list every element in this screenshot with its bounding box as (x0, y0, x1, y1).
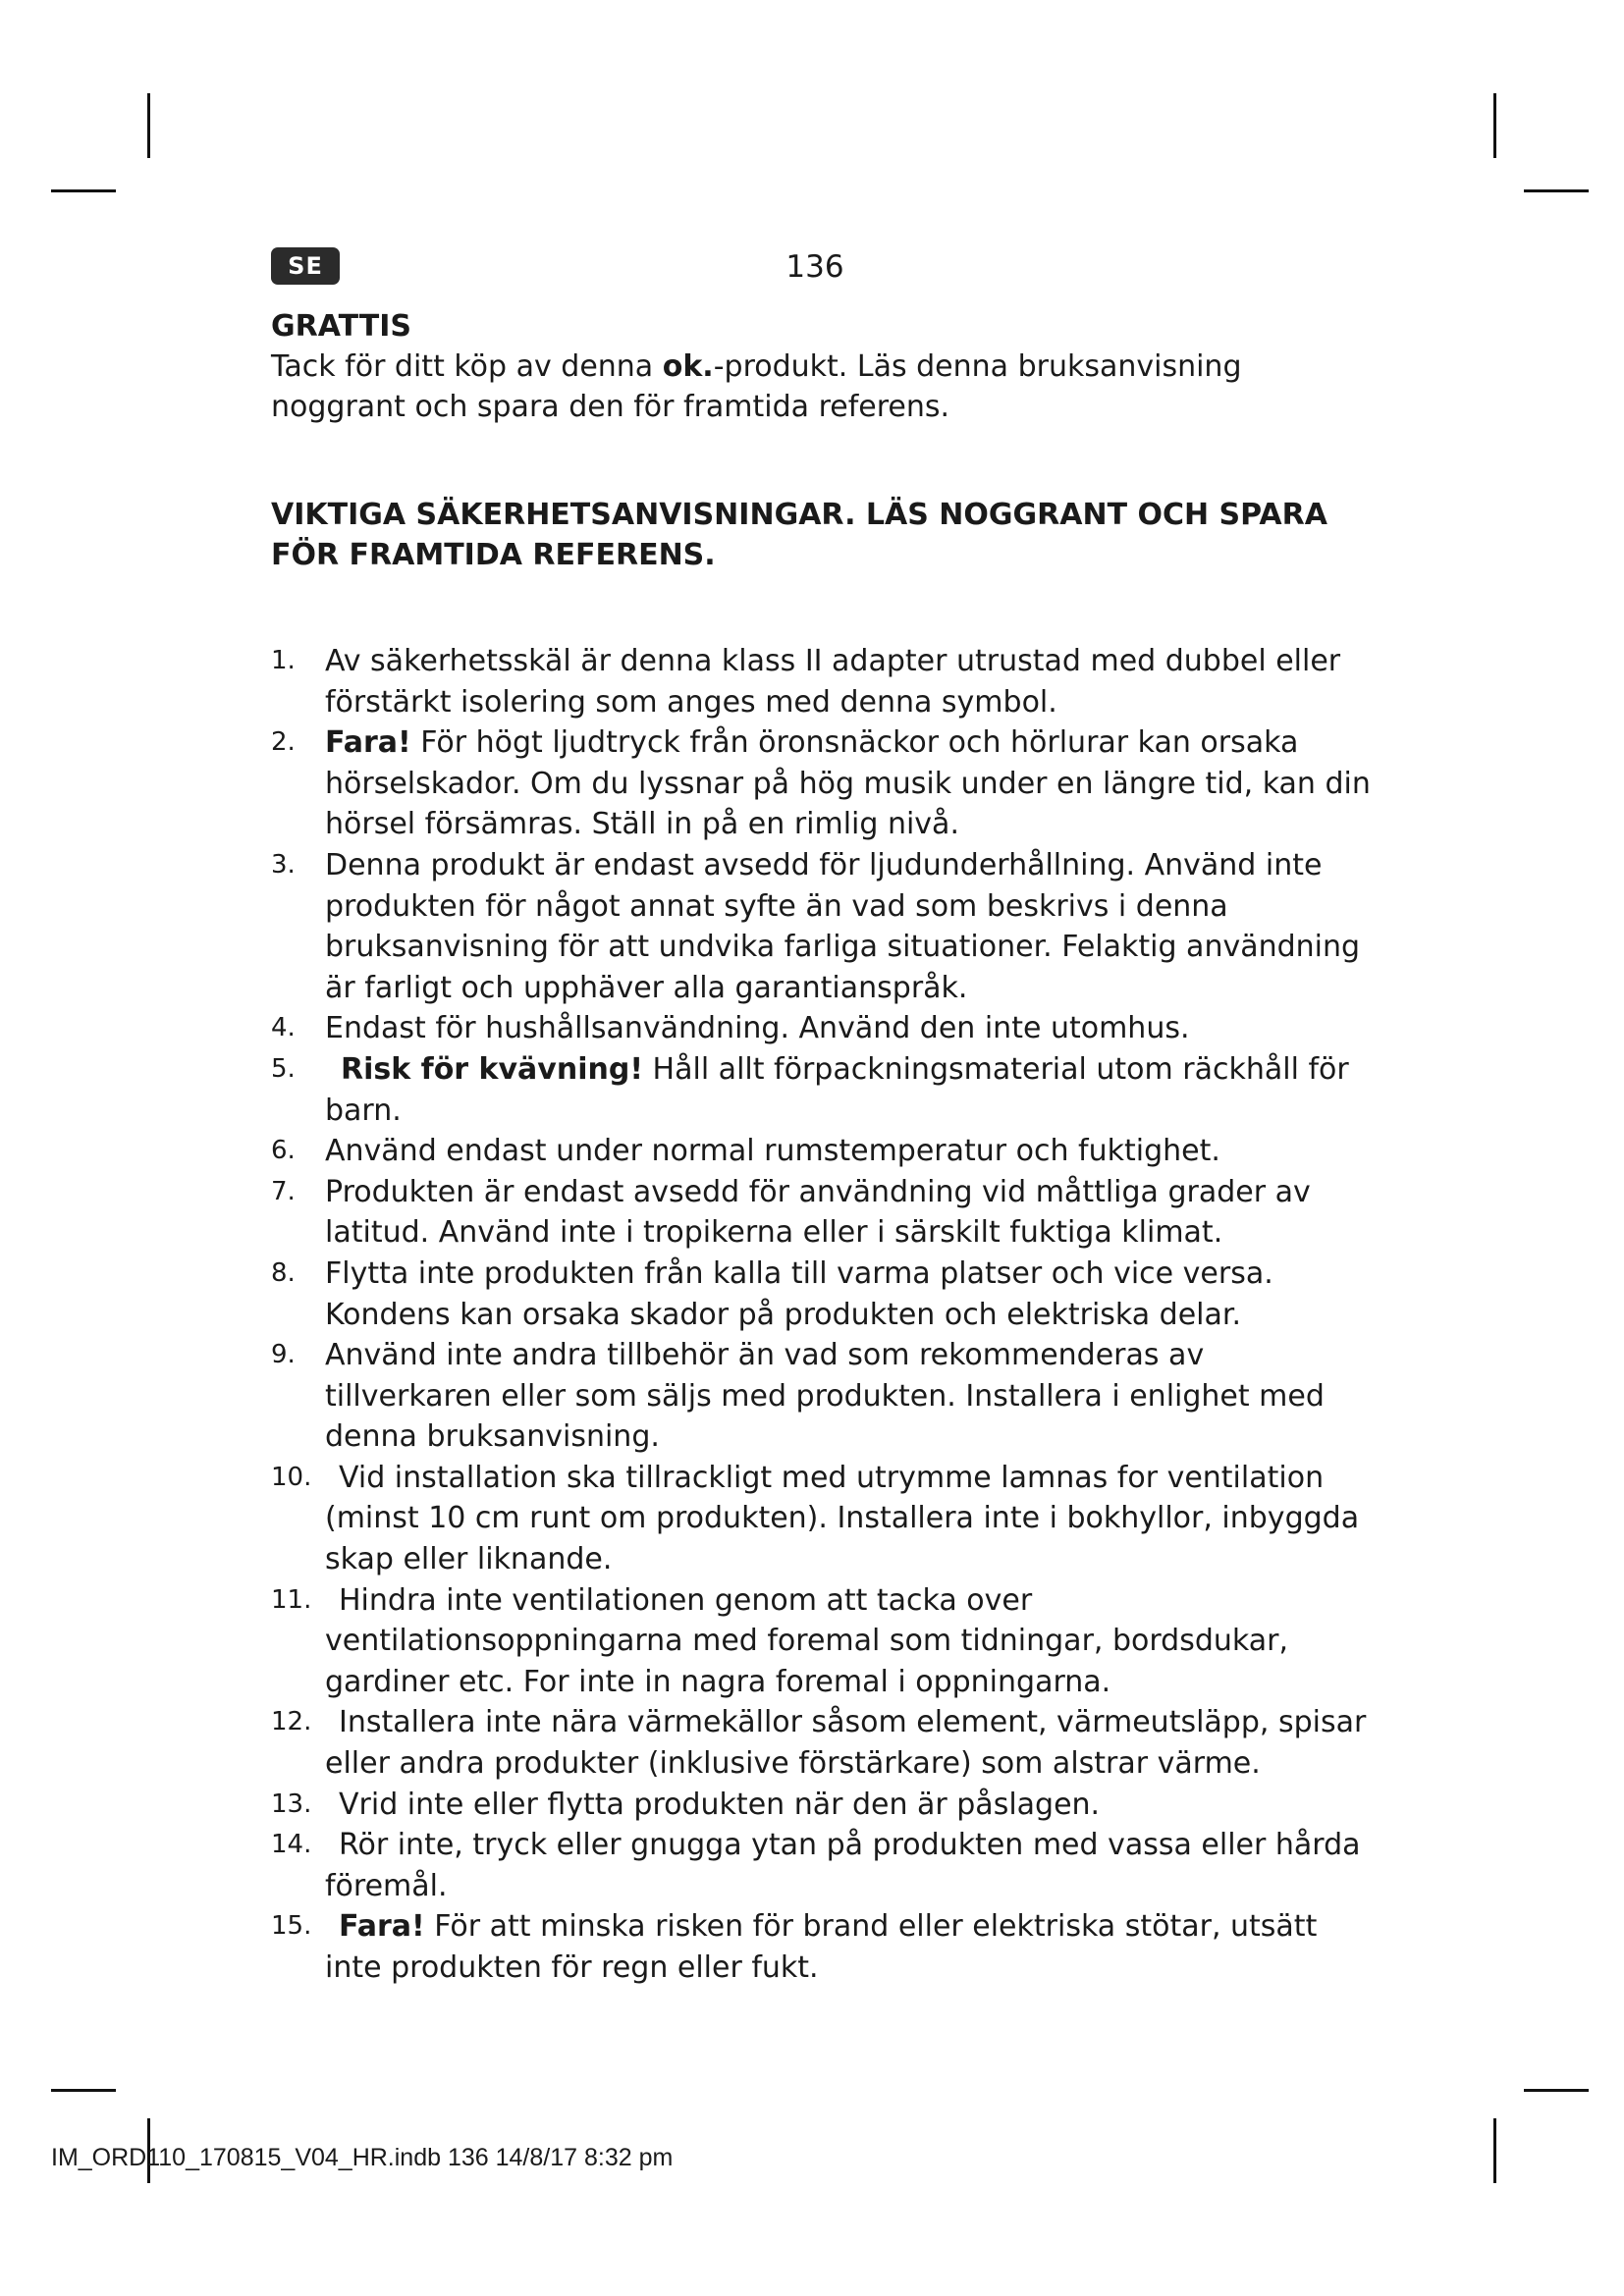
intro-text (271, 347, 1371, 427)
safety-item-7 (271, 1172, 1371, 1254)
safety-item-15 (271, 1906, 1371, 1988)
item-text: Rör inte, tryck eller gnugga ytan på produkten med vassa eller hårda föremål. (325, 1828, 1361, 1903)
item-text: Använd inte andra tillbehör än vad som rekommenderas av tillverkaren eller som säljs med produkten. Installera i enlighet med denna bruksanvisning. (325, 1338, 1325, 1455)
choking-risk-label: Risk för kvävning! (341, 1051, 643, 1087)
brand-name: ok. (662, 349, 714, 384)
safety-item-12 (271, 1702, 1371, 1784)
language-badge: SE (271, 247, 340, 285)
safety-item-2 (271, 722, 1371, 845)
page-number: 136 (785, 249, 844, 285)
crop-mark-top-right-vertical (1493, 93, 1496, 158)
safety-item-11 (271, 1580, 1371, 1703)
safety-item-8 (271, 1254, 1371, 1335)
item-number: 3. (271, 849, 296, 880)
crop-mark-bottom-right-horizontal (1524, 2089, 1589, 2092)
item-number: 1. (271, 646, 296, 675)
item-number: 12. (271, 1707, 312, 1737)
safety-item-10 (271, 1458, 1371, 1580)
danger-label: Fara! (339, 1909, 425, 1945)
item-number: 4. (271, 1013, 296, 1043)
item-number: 2. (271, 727, 296, 758)
item-text: Av säkerhetsskäl är denna klass II adapter utrustad med dubbel eller förstärkt isolering som anges med denna symbol. (325, 644, 1341, 720)
safety-instructions-list (271, 641, 1371, 1989)
safety-item-5 (271, 1049, 1371, 1131)
safety-item-14 (271, 1825, 1371, 1906)
page-content (271, 306, 1371, 1989)
item-text: Produkten är endast avsedd för användning vid måttliga grader av latitud. Använd inte i tropikerna eller i särskilt fuktiga klimat. (325, 1174, 1311, 1251)
intro-text-end: -produkt. Läs denna bruksanvisning noggrant och spara den för framtida referens. (271, 349, 1242, 424)
safety-item-1 (271, 641, 1371, 722)
danger-label: Fara! (325, 725, 411, 761)
item-text: Installera inte nära värmekällor såsom element, värmeutsläpp, spisar eller andra produkter (inklusive förstärkare) som alstrar värme. (325, 1705, 1367, 1782)
safety-item-6 (271, 1131, 1371, 1172)
item-text: Hindra inte ventilationen genom att tacka over ventilationsoppningarna med foremal som tidningar, bordsdukar, gardiner etc. For inte in nagra foremal i oppningarna. (325, 1582, 1289, 1699)
crop-mark-top-left-horizontal (51, 189, 116, 192)
intro-text-start: Tack för ditt köp av denna (271, 349, 663, 384)
item-text: Använd endast under normal rumstemperatur och fuktighet. (325, 1134, 1220, 1169)
item-number: 6. (271, 1136, 296, 1166)
safety-item-3 (271, 845, 1371, 1008)
item-number: 5. (271, 1053, 296, 1084)
item-number: 14. (271, 1830, 312, 1860)
crop-mark-top-right-horizontal (1524, 189, 1589, 192)
print-slug: IM_ORD110_170815_V04_HR.indb 136 14/8/17 8:32 pm (51, 2144, 674, 2171)
item-number: 13. (271, 1789, 312, 1819)
safety-item-4 (271, 1008, 1371, 1049)
item-number: 7. (271, 1176, 296, 1206)
item-text: Håll allt förpackningsmaterial utom räckhåll för barn. (325, 1051, 1349, 1128)
item-number: 8. (271, 1257, 296, 1288)
item-text: Endast för hushållsanvändning. Använd den inte utomhus. (325, 1011, 1190, 1046)
item-number: 15. (271, 1911, 312, 1942)
item-text: För högt ljudtryck från öronsnäckor och hörlurar kan orsaka hörselskador. Om du lyssnar på hög musik under en längre tid, kan din hörsel försämras. Ställ in på en rimlig nivå. (325, 725, 1371, 842)
item-number: 9. (271, 1340, 296, 1370)
crop-mark-bottom-right-vertical (1493, 2118, 1496, 2183)
crop-mark-bottom-left-horizontal (51, 2089, 116, 2092)
item-text: Vrid inte eller flytta produkten när den är påslagen. (339, 1787, 1101, 1822)
safety-heading: VIKTIGA SÄKERHETSANVISNINGAR. LÄS NOGGRANT OCH SPARA FÖR FRAMTIDA REFERENS. (271, 498, 1327, 572)
crop-mark-top-left-vertical (147, 93, 150, 158)
item-text: För att minska risken för brand eller elektriska stötar, utsätt inte produkten för regn eller fukt. (325, 1909, 1318, 1985)
safety-item-9 (271, 1335, 1371, 1458)
item-text: Denna produkt är endast avsedd för ljudunderhållning. Använd inte produkten för något annat syfte än vad som beskrivs i denna bruksanvisning för att undvika farliga situationer. Felaktig användning är farligt och upphäver alla garantianspråk. (325, 847, 1361, 1005)
item-number: 10. (271, 1462, 312, 1492)
item-text: Flytta inte produkten från kalla till varma platser och vice versa. Kondens kan orsaka skador på produkten och elektriska delar. (325, 1255, 1273, 1332)
item-text: Vid installation ska tillrackligt med utrymme lamnas for ventilation (minst 10 cm runt om produkten). Installera inte i bokhyllor, inbyggda skap eller liknande. (325, 1460, 1360, 1577)
item-number: 11. (271, 1584, 312, 1615)
intro-title: GRATTIS (271, 309, 411, 344)
safety-item-13 (271, 1785, 1371, 1826)
